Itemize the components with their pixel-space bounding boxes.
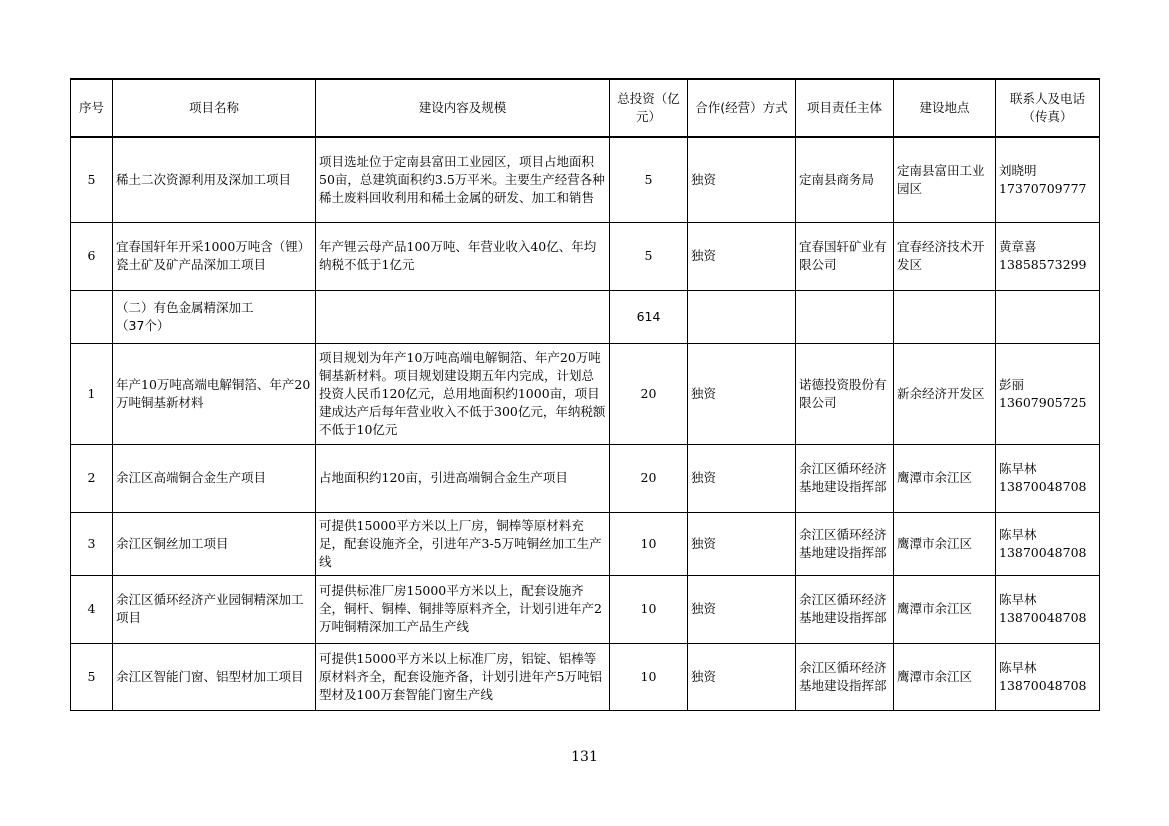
row-content: 项目选址位于定南县富田工业园区，项目占地面积50亩，总建筑面积约3.5万平米。主要生产经营各种稀土废料回收利用和稀土金属的研发、加工和销售 [316,137,610,222]
contact-name: 陈早林 [999,461,1037,476]
contact-phone: 13870048708 [999,544,1087,560]
contact-phone: 13858573299 [999,257,1087,272]
section-count: （37个） [116,317,170,333]
row-content: 可提供15000平方米以上标准厂房，铝锭、铝棒等原材料齐全，配套设施齐备，计划引进年产5万吨铝型材及100万套智能门窗生产线 [316,643,610,710]
row-content: 项目规划为年产10万吨高端电解铜箔、年产20万吨铜基新材料。项目规划建设期五年内完成，计划总投资人民币120亿元，总用地面积约1000亩，项目建成达产后每年营业收入不低于300亿元，年纳税额不低于10亿元 [316,343,610,444]
contact-name: 陈早林 [999,592,1037,607]
header-contact: 联系人及电话（传真） [996,79,1100,137]
row-invest: 10 [610,512,688,575]
row-location: 鹰潭市余江区 [894,575,996,643]
table-row [71,643,1100,710]
header-invest: 总投资（亿元） [610,79,688,137]
table-row [71,575,1100,643]
contact-name: 陈早林 [999,659,1037,675]
row-contact [996,137,1100,222]
table-row [71,222,1100,290]
row-no: 2 [71,444,113,512]
contact-phone: 13870048708 [999,677,1087,693]
table-row [71,444,1100,512]
row-contact [996,512,1100,575]
row-invest: 5 [610,137,688,222]
header-coop: 合作(经营）方式 [688,79,796,137]
section-invest: 614 [610,290,688,343]
row-no: 4 [71,575,113,643]
row-coop: 独资 [688,222,796,290]
row-coop: 独资 [688,643,796,710]
header-no: 序号 [71,79,113,137]
section-title: （二）有色金属精深加工 （37个） [113,290,316,343]
table-row [71,512,1100,575]
row-no: 6 [71,222,113,290]
contact-name: 陈早林 [999,526,1037,542]
row-coop: 独资 [688,575,796,643]
row-owner: 余江区循环经济基地建设指挥部 [796,512,894,575]
row-coop: 独资 [688,137,796,222]
contact-phone: 17370709777 [999,180,1087,196]
row-contact [996,343,1100,444]
row-content: 年产锂云母产品100万吨、年营业收入40亿、年均纳税不低于1亿元 [316,222,610,290]
row-name: 余江区循环经济产业园铜精深加工项目 [113,575,316,643]
row-location: 定南县富田工业园区 [894,137,996,222]
row-location: 鹰潭市余江区 [894,444,996,512]
row-location: 新余经济开发区 [894,343,996,444]
row-contact [996,575,1100,643]
header-owner: 项目责任主体 [796,79,894,137]
row-no: 1 [71,343,113,444]
row-owner: 余江区循环经济基地建设指挥部 [796,444,894,512]
row-name: 余江区高端铜合金生产项目 [113,444,316,512]
row-owner: 宜春国轩矿业有限公司 [796,222,894,290]
row-content: 占地面积约120亩，引进高端铜合金生产项目 [316,444,610,512]
row-location: 宜春经济技术开发区 [894,222,996,290]
row-coop: 独资 [688,444,796,512]
page-number: 131 [571,749,598,765]
row-invest: 10 [610,575,688,643]
row-location: 鹰潭市余江区 [894,512,996,575]
row-invest: 20 [610,444,688,512]
row-no: 5 [71,643,113,710]
contact-phone: 13607905725 [999,394,1087,410]
row-invest: 5 [610,222,688,290]
contact-name: 黄章喜 [999,239,1037,254]
row-owner: 余江区循环经济基地建设指挥部 [796,575,894,643]
row-owner: 定南县商务局 [796,137,894,222]
row-contact [996,643,1100,710]
contact-phone: 13870048708 [999,610,1087,625]
projects-table [70,78,1100,711]
row-invest: 20 [610,343,688,444]
row-name: 稀土二次资源利用及深加工项目 [113,137,316,222]
table-header-row [71,79,1100,137]
row-name: 年产10万吨高端电解铜箔、年产20万吨铜基新材料 [113,343,316,444]
contact-name: 刘晓明 [999,162,1037,178]
row-no: 3 [71,512,113,575]
row-name: 余江区智能门窗、铝型材加工项目 [113,643,316,710]
row-contact [996,444,1100,512]
row-coop: 独资 [688,343,796,444]
row-contact [996,222,1100,290]
header-name: 项目名称 [113,79,316,137]
row-no: 5 [71,137,113,222]
section-row [71,290,1100,343]
row-owner: 余江区循环经济基地建设指挥部 [796,643,894,710]
table-row [71,343,1100,444]
contact-phone: 13870048708 [999,479,1087,494]
row-location: 鹰潭市余江区 [894,643,996,710]
header-location: 建设地点 [894,79,996,137]
row-name: 余江区铜丝加工项目 [113,512,316,575]
header-content: 建设内容及规模 [316,79,610,137]
row-name: 宜春国轩年开采1000万吨含（锂）瓷土矿及矿产品深加工项目 [113,222,316,290]
row-content: 可提供标准厂房15000平方米以上，配套设施齐全，铜杆、铜棒、铜排等原料齐全，计划引进年产2万吨铜精深加工产品生产线 [316,575,610,643]
row-owner: 诺德投资股份有限公司 [796,343,894,444]
table-row [71,137,1100,222]
row-invest: 10 [610,643,688,710]
row-coop: 独资 [688,512,796,575]
row-content: 可提供15000平方米以上厂房，铜棒等原材料充足，配套设施齐全，引进年产3-5万吨铜丝加工生产线 [316,512,610,575]
contact-name: 彭丽 [999,376,1025,392]
